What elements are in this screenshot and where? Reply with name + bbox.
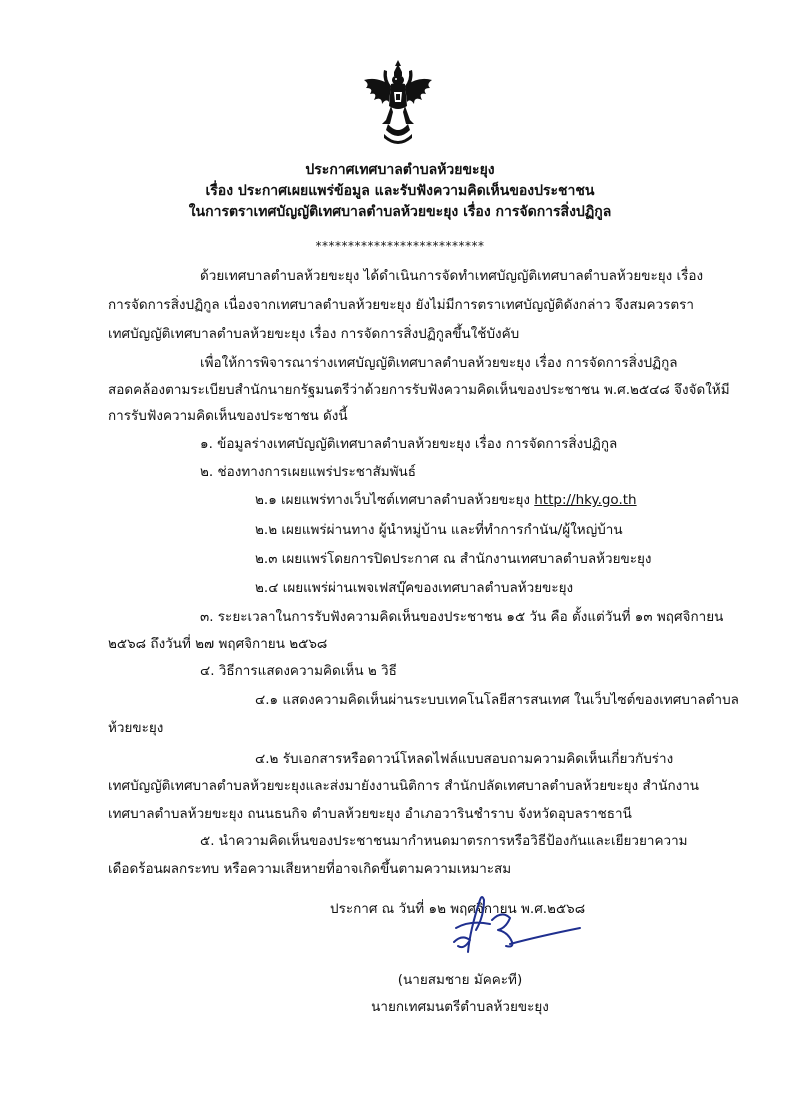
announcement-date: ประกาศ ณ วันที่ ๑๒ พฤศจิกายน พ.ศ.๒๕๖๘: [330, 901, 586, 917]
list-item-2: ๒. ช่องทางการเผยแพร่ประชาสัมพันธ์: [200, 464, 417, 480]
divider: **************************: [315, 239, 485, 253]
list-item-4-2-line-3: เทศบาลตำบลห้วยขะยุง ถนนธนกิจ ตำบลห้วยขะยุง อำเภอวารินชำราบ จังหวัดอุบลราชธานี: [108, 806, 632, 822]
list-item-2-4: ๒.๔ เผยแพร่ผ่านเพจเฟสบุ๊คของเทศบาลตำบลห้วยขะยุง: [255, 580, 574, 596]
garuda-emblem-icon: [358, 58, 438, 148]
signer-name: (นายสมชาย มัคคะที): [397, 972, 523, 988]
website-link[interactable]: http://hky.go.th: [534, 492, 637, 508]
paragraph-2-line-2: สอดคล้องตามระเบียบสำนักนายกรัฐมนตรีว่าด้วยการรับฟังความคิดเห็นของประชาชน พ.ศ.๒๕๔๘ จึงจัดให้มี: [108, 382, 730, 398]
list-item-3-line-1: ๓. ระยะเวลาในการรับฟังความคิดเห็นของประชาชน ๑๕ วัน คือ ตั้งแต่วันที่ ๑๓ พฤศจิกายน: [200, 609, 724, 625]
list-item-4-1-line-2: ห้วยขะยุง: [108, 720, 164, 736]
list-item-4-1-line-1: ๔.๑ แสดงความคิดเห็นผ่านระบบเทคโนโลยีสารสนเทศ ในเว็บไซต์ของเทศบาลตำบล: [255, 692, 739, 708]
paragraph-2-line-3: การรับฟังความคิดเห็นของประชาชน ดังนี้: [108, 408, 348, 424]
list-item-3-line-2: ๒๕๖๘ ถึงวันที่ ๒๗ พฤศจิกายน ๒๕๖๘: [108, 636, 328, 652]
list-item-2-3: ๒.๓ เผยแพร่โดยการปิดประกาศ ณ สำนักงานเทศบาลตำบลห้วยขะยุง: [255, 551, 652, 567]
list-item-5-line-2: เดือดร้อนผลกระทบ หรือความเสียหายที่อาจเกิดขึ้นตามความเหมาะสม: [108, 861, 512, 877]
announcement-subject: เรื่อง ประกาศเผยแพร่ข้อมูล และรับฟังความคิดเห็นของประชาชน: [205, 183, 595, 199]
list-item-5-line-1: ๕. นำความคิดเห็นของประชาชนมากำหนดมาตรการหรือวิธีป้องกันและเยียวยาความ: [200, 833, 688, 849]
signer-title: นายกเทศมนตรีตำบลห้วยขะยุง: [371, 999, 549, 1015]
list-item-2-1-text: ๒.๑ เผยแพร่ทางเว็บไซต์เทศบาลตำบลห้วยขะยุง: [255, 492, 535, 508]
list-item-4-2-line-2: เทศบัญญัติเทศบาลตำบลห้วยขะยุงและส่งมายังงานนิติการ สำนักปลัดเทศบาลตำบลห้วยขะยุง สำนักงาน: [108, 778, 700, 794]
list-item-2-1: [255, 490, 637, 510]
paragraph-1-line-3: เทศบัญญัติเทศบาลตำบลห้วยขะยุง เรื่อง การจัดการสิ่งปฏิกูลขึ้นใช้บังคับ: [108, 326, 520, 342]
paragraph-1-line-2: การจัดการสิ่งปฏิกูล เนื่องจากเทศบาลตำบลห้วยขะยุง ยังไม่มีการตราเทศบัญญัติดังกล่าว จึงสมควรตรา: [108, 297, 694, 313]
list-item-1: ๑. ข้อมูลร่างเทศบัญญัติเทศบาลตำบลห้วยขะยุง เรื่อง การจัดการสิ่งปฏิกูล: [200, 436, 618, 452]
announcement-title: ประกาศเทศบาลตำบลห้วยขะยุง: [305, 162, 495, 178]
list-item-4-2-line-1: ๔.๒ รับเอกสารหรือดาวน์โหลดไฟล์แบบสอบถามความคิดเห็นเกี่ยวกับร่าง: [255, 751, 674, 767]
list-item-4: ๔. วิธีการแสดงความคิดเห็น ๒ วิธี: [200, 663, 397, 679]
paragraph-1-line-1: ด้วยเทศบาลตำบลห้วยขะยุง ได้ดำเนินการจัดทำเทศบัญญัติเทศบาลตำบลห้วยขะยุง เรื่อง: [200, 268, 704, 284]
list-item-2-2: ๒.๒ เผยแพร่ผ่านทาง ผู้นำหมู่บ้าน และที่ทำการกำนัน/ผู้ใหญ่บ้าน: [255, 522, 623, 538]
announcement-subject-detail: ในการตราเทศบัญญัติเทศบาลตำบลห้วยขะยุง เรื่อง การจัดการสิ่งปฏิกูล: [188, 204, 612, 220]
paragraph-2-line-1: เพื่อให้การพิจารณาร่างเทศบัญญัติเทศบาลตำบลห้วยขะยุง เรื่อง การจัดการสิ่งปฏิกูล: [200, 355, 678, 371]
signature-image: [440, 890, 590, 960]
